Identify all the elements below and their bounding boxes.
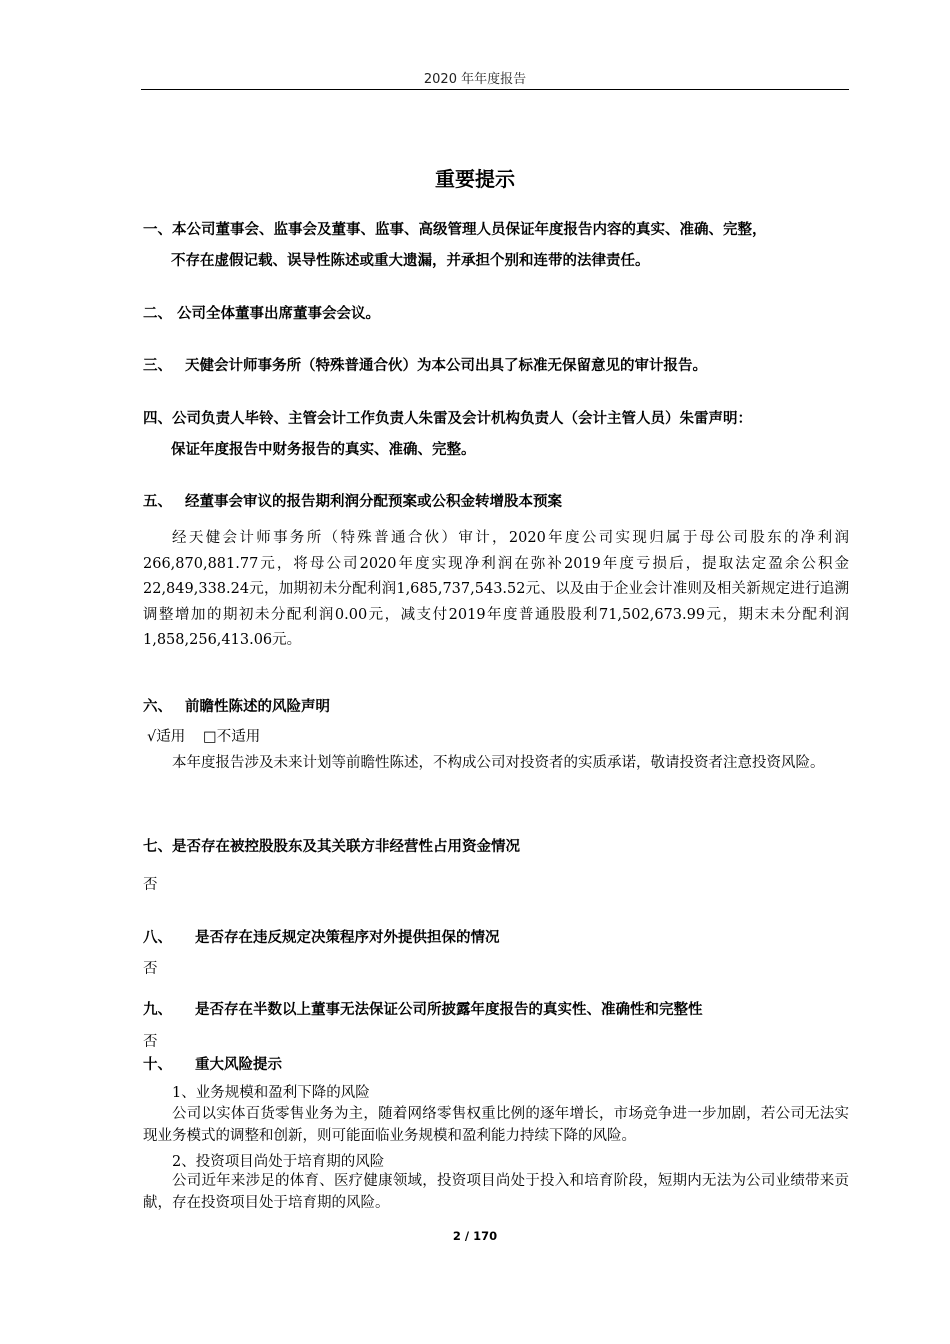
section-5-number: 五、 [143, 494, 172, 510]
section-8-answer: 否 [143, 961, 158, 977]
header-divider [141, 89, 849, 90]
running-header: 2020 年年度报告 [423, 72, 527, 87]
option-applicable: √适用 [147, 729, 186, 745]
page-number: 2 / 170 [452, 1229, 498, 1243]
risk-1-title: 1、业务规模和盈利下降的风险 [172, 1085, 370, 1101]
option-not-applicable: □不适用 [203, 729, 261, 745]
section-10-number: 十、 [143, 1057, 172, 1073]
section-8-number: 八、 [143, 930, 172, 946]
section-5-title: 经董事会审议的报告期利润分配预案或公积金转增股本预案 [185, 494, 562, 510]
section-3-text: 天健会计师事务所（特殊普通合伙）为本公司出具了标准无保留意见的审计报告。 [185, 358, 707, 374]
section-7-title: 七、是否存在被控股股东及其关联方非经营性占用资金情况 [143, 839, 520, 855]
section-6-number: 六、 [143, 699, 172, 715]
section-9-title: 是否存在半数以上董事无法保证公司所披露年度报告的真实性、准确性和完整性 [195, 1002, 703, 1018]
section-2: 二、 公司全体董事出席董事会会议。 [143, 306, 381, 322]
section-4-line-1: 四、公司负责人毕铃、主管会计工作负责人朱雷及会计机构负责人（会计主管人员）朱雷声明： [143, 411, 752, 427]
page-title: 重要提示 [435, 167, 515, 191]
section-6-body: 本年度报告涉及未来计划等前瞻性陈述，不构成公司对投资者的实质承诺，敬请投资者注意投资风险。 [172, 755, 825, 771]
section-8-title: 是否存在违反规定决策程序对外提供担保的情况 [195, 930, 500, 946]
section-5-body: 经天健会计师事务所（特殊普通合伙）审计，2020年度公司实现归属于母公司股东的净利润266,870,881.77元，将母公司2020年度实现净利润在弥补2019年度亏损后，提取法定盈余公积金22,849,338.24元，加期初未分配利润1,685,737,543.52元、以及由于企业会计准则及相关新规定进行追溯调整增加的期初未分配利润0.00元，减支付2019年度普通股股利71,502,673.99元，期末未分配利润1,858,256,413.06元。 [143, 530, 849, 648]
risk-2-body: 公司近年来涉足的体育、医疗健康领域，投资项目尚处于投入和培育阶段，短期内无法为公司业绩带来贡献，存在投资项目处于培育期的风险。 [143, 1173, 849, 1211]
section-1-line-1: 一、本公司董事会、监事会及董事、监事、高级管理人员保证年度报告内容的真实、准确、完整， [143, 222, 767, 238]
section-3-number: 三、 [143, 358, 172, 374]
section-7-answer: 否 [143, 877, 158, 893]
section-6-title: 前瞻性陈述的风险声明 [185, 699, 330, 715]
section-9-answer: 否 [143, 1034, 158, 1050]
risk-2-title: 2、投资项目尚处于培育期的风险 [172, 1154, 385, 1170]
section-9-number: 九、 [143, 1002, 172, 1018]
section-4-line-2: 保证年度报告中财务报告的真实、准确、完整。 [171, 442, 476, 458]
section-10-title: 重大风险提示 [195, 1057, 282, 1073]
section-1-line-2: 不存在虚假记载、误导性陈述或重大遗漏，并承担个别和连带的法律责任。 [171, 253, 650, 269]
risk-1-body: 公司以实体百货零售业务为主，随着网络零售权重比例的逐年增长，市场竞争进一步加剧，若公司无法实现业务模式的调整和创新，则可能面临业务规模和盈利能力持续下降的风险。 [143, 1106, 849, 1144]
